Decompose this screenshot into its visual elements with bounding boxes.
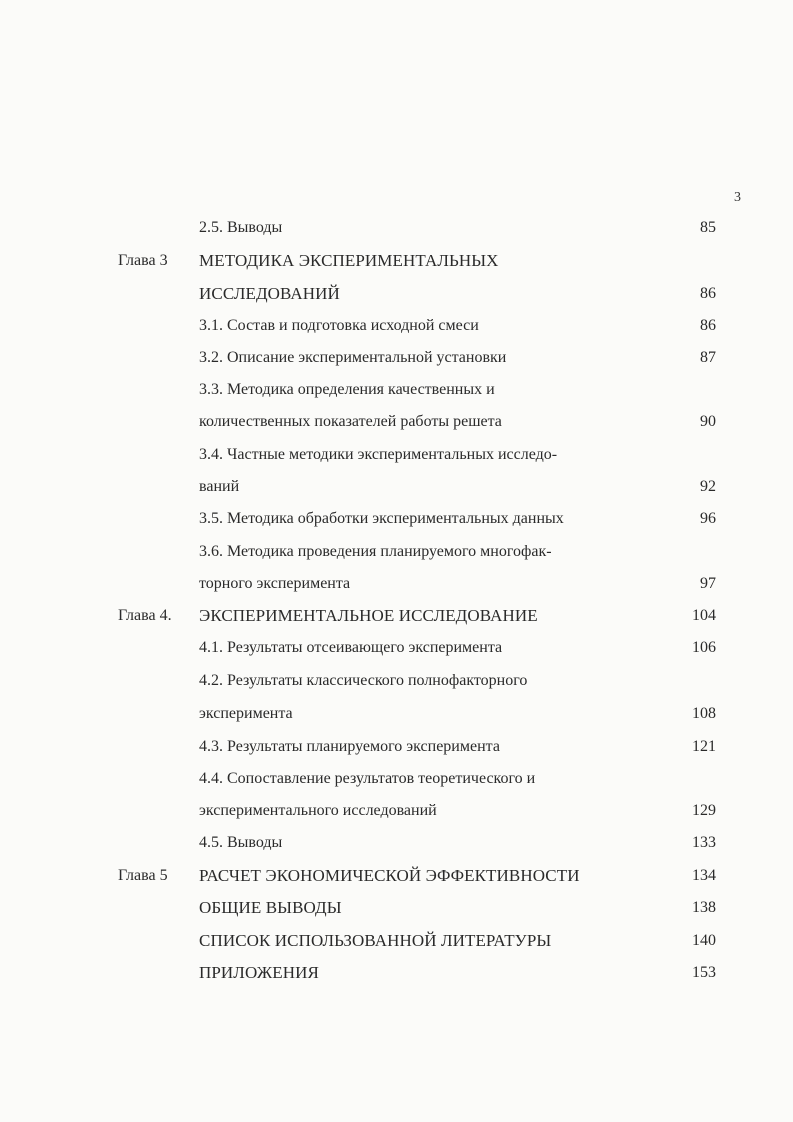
toc-page-number: 153 <box>692 964 716 981</box>
toc-row <box>0 704 793 736</box>
toc-page-number: 106 <box>692 639 716 656</box>
toc-entry-title: 3.2. Описание экспериментальной установки <box>199 349 507 366</box>
toc-row <box>0 931 793 963</box>
toc-row <box>0 445 793 477</box>
toc-page-number: 86 <box>700 285 716 302</box>
toc-entry-title: РАСЧЕТ ЭКОНОМИЧЕСКОЙ ЭФФЕКТИВНОСТИ <box>199 866 580 885</box>
toc-row <box>0 542 793 574</box>
toc-row <box>0 963 793 995</box>
toc-entry-title: 3.3. Методика определения качественных и <box>199 381 495 398</box>
toc-entry-title: ЭКСПЕРИМЕНТАЛЬНОЕ ИССЛЕДОВАНИЕ <box>199 606 538 625</box>
toc-row <box>0 477 793 509</box>
toc-row <box>0 251 793 283</box>
toc-row <box>0 412 793 444</box>
toc-entry-title: количественных показателей работы решета <box>199 413 502 430</box>
toc-entry-title: ваний <box>199 478 240 495</box>
toc-row <box>0 218 793 250</box>
toc-row <box>0 671 793 703</box>
toc-entry-title: эксперимента <box>199 705 293 722</box>
toc-page-number: 87 <box>700 349 716 366</box>
toc-entry-title: торного эксперимента <box>199 575 351 592</box>
toc-entry-title: ПРИЛОЖЕНИЯ <box>199 963 319 982</box>
toc-row <box>0 737 793 769</box>
toc-page-number: 104 <box>692 607 716 624</box>
toc-entry-title: МЕТОДИКА ЭКСПЕРИМЕНТАЛЬНЫХ <box>199 251 499 270</box>
toc-row <box>0 606 793 638</box>
toc-entry-title: 3.4. Частные методики экспериментальных исследо- <box>199 446 558 463</box>
toc-row <box>0 509 793 541</box>
toc-row <box>0 769 793 801</box>
toc-chapter-label: Глава 3 <box>118 252 168 269</box>
toc-entry-title: 4.5. Выводы <box>199 834 283 851</box>
toc-row <box>0 638 793 670</box>
toc-page-number: 133 <box>692 834 716 851</box>
toc-page-number: 140 <box>692 932 716 949</box>
toc-page-number: 134 <box>692 867 716 884</box>
toc-entry-title: 4.1. Результаты отсеивающего эксперимента <box>199 639 503 656</box>
toc-entry-title: 2.5. Выводы <box>199 219 283 236</box>
toc-entry-title: 3.1. Состав и подготовка исходной смеси <box>199 317 479 334</box>
toc-row <box>0 316 793 348</box>
toc-chapter-label: Глава 4. <box>118 607 172 624</box>
toc-row <box>0 348 793 380</box>
toc-page-number: 121 <box>692 738 716 755</box>
toc-entry-title: 3.6. Методика проведения планируемого многофак- <box>199 543 552 560</box>
toc-row <box>0 380 793 412</box>
toc-entry-title: 3.5. Методика обработки экспериментальных данных <box>199 510 564 527</box>
toc-page-number: 92 <box>700 478 716 495</box>
toc-page-number: 96 <box>700 510 716 527</box>
toc-row <box>0 898 793 930</box>
toc-page-number: 85 <box>700 219 716 236</box>
toc-page-number: 129 <box>692 802 716 819</box>
toc-entry-title: экспериментального исследований <box>199 802 437 819</box>
toc-entry-title: ИССЛЕДОВАНИЙ <box>199 284 340 303</box>
toc-chapter-label: Глава 5 <box>118 867 168 884</box>
toc-row <box>0 801 793 833</box>
toc-entry-title: 4.3. Результаты планируемого эксперимента <box>199 738 500 755</box>
toc-entry-title: 4.2. Результаты классического полнофакторного <box>199 672 528 689</box>
toc-row <box>0 284 793 316</box>
toc-entry-title: СПИСОК ИСПОЛЬЗОВАННОЙ ЛИТЕРАТУРЫ <box>199 931 552 950</box>
toc-page-number: 97 <box>700 575 716 592</box>
toc-entry-title: ОБЩИЕ ВЫВОДЫ <box>199 898 342 917</box>
toc-page-number: 108 <box>692 705 716 722</box>
toc-page-number: 138 <box>692 899 716 916</box>
toc-page-number: 90 <box>700 413 716 430</box>
toc-entry-title: 4.4. Сопоставление результатов теоретического и <box>199 770 536 787</box>
toc-row <box>0 574 793 606</box>
page-number: 3 <box>734 190 741 205</box>
toc-row <box>0 833 793 865</box>
toc-page-number: 86 <box>700 317 716 334</box>
toc-row <box>0 866 793 898</box>
